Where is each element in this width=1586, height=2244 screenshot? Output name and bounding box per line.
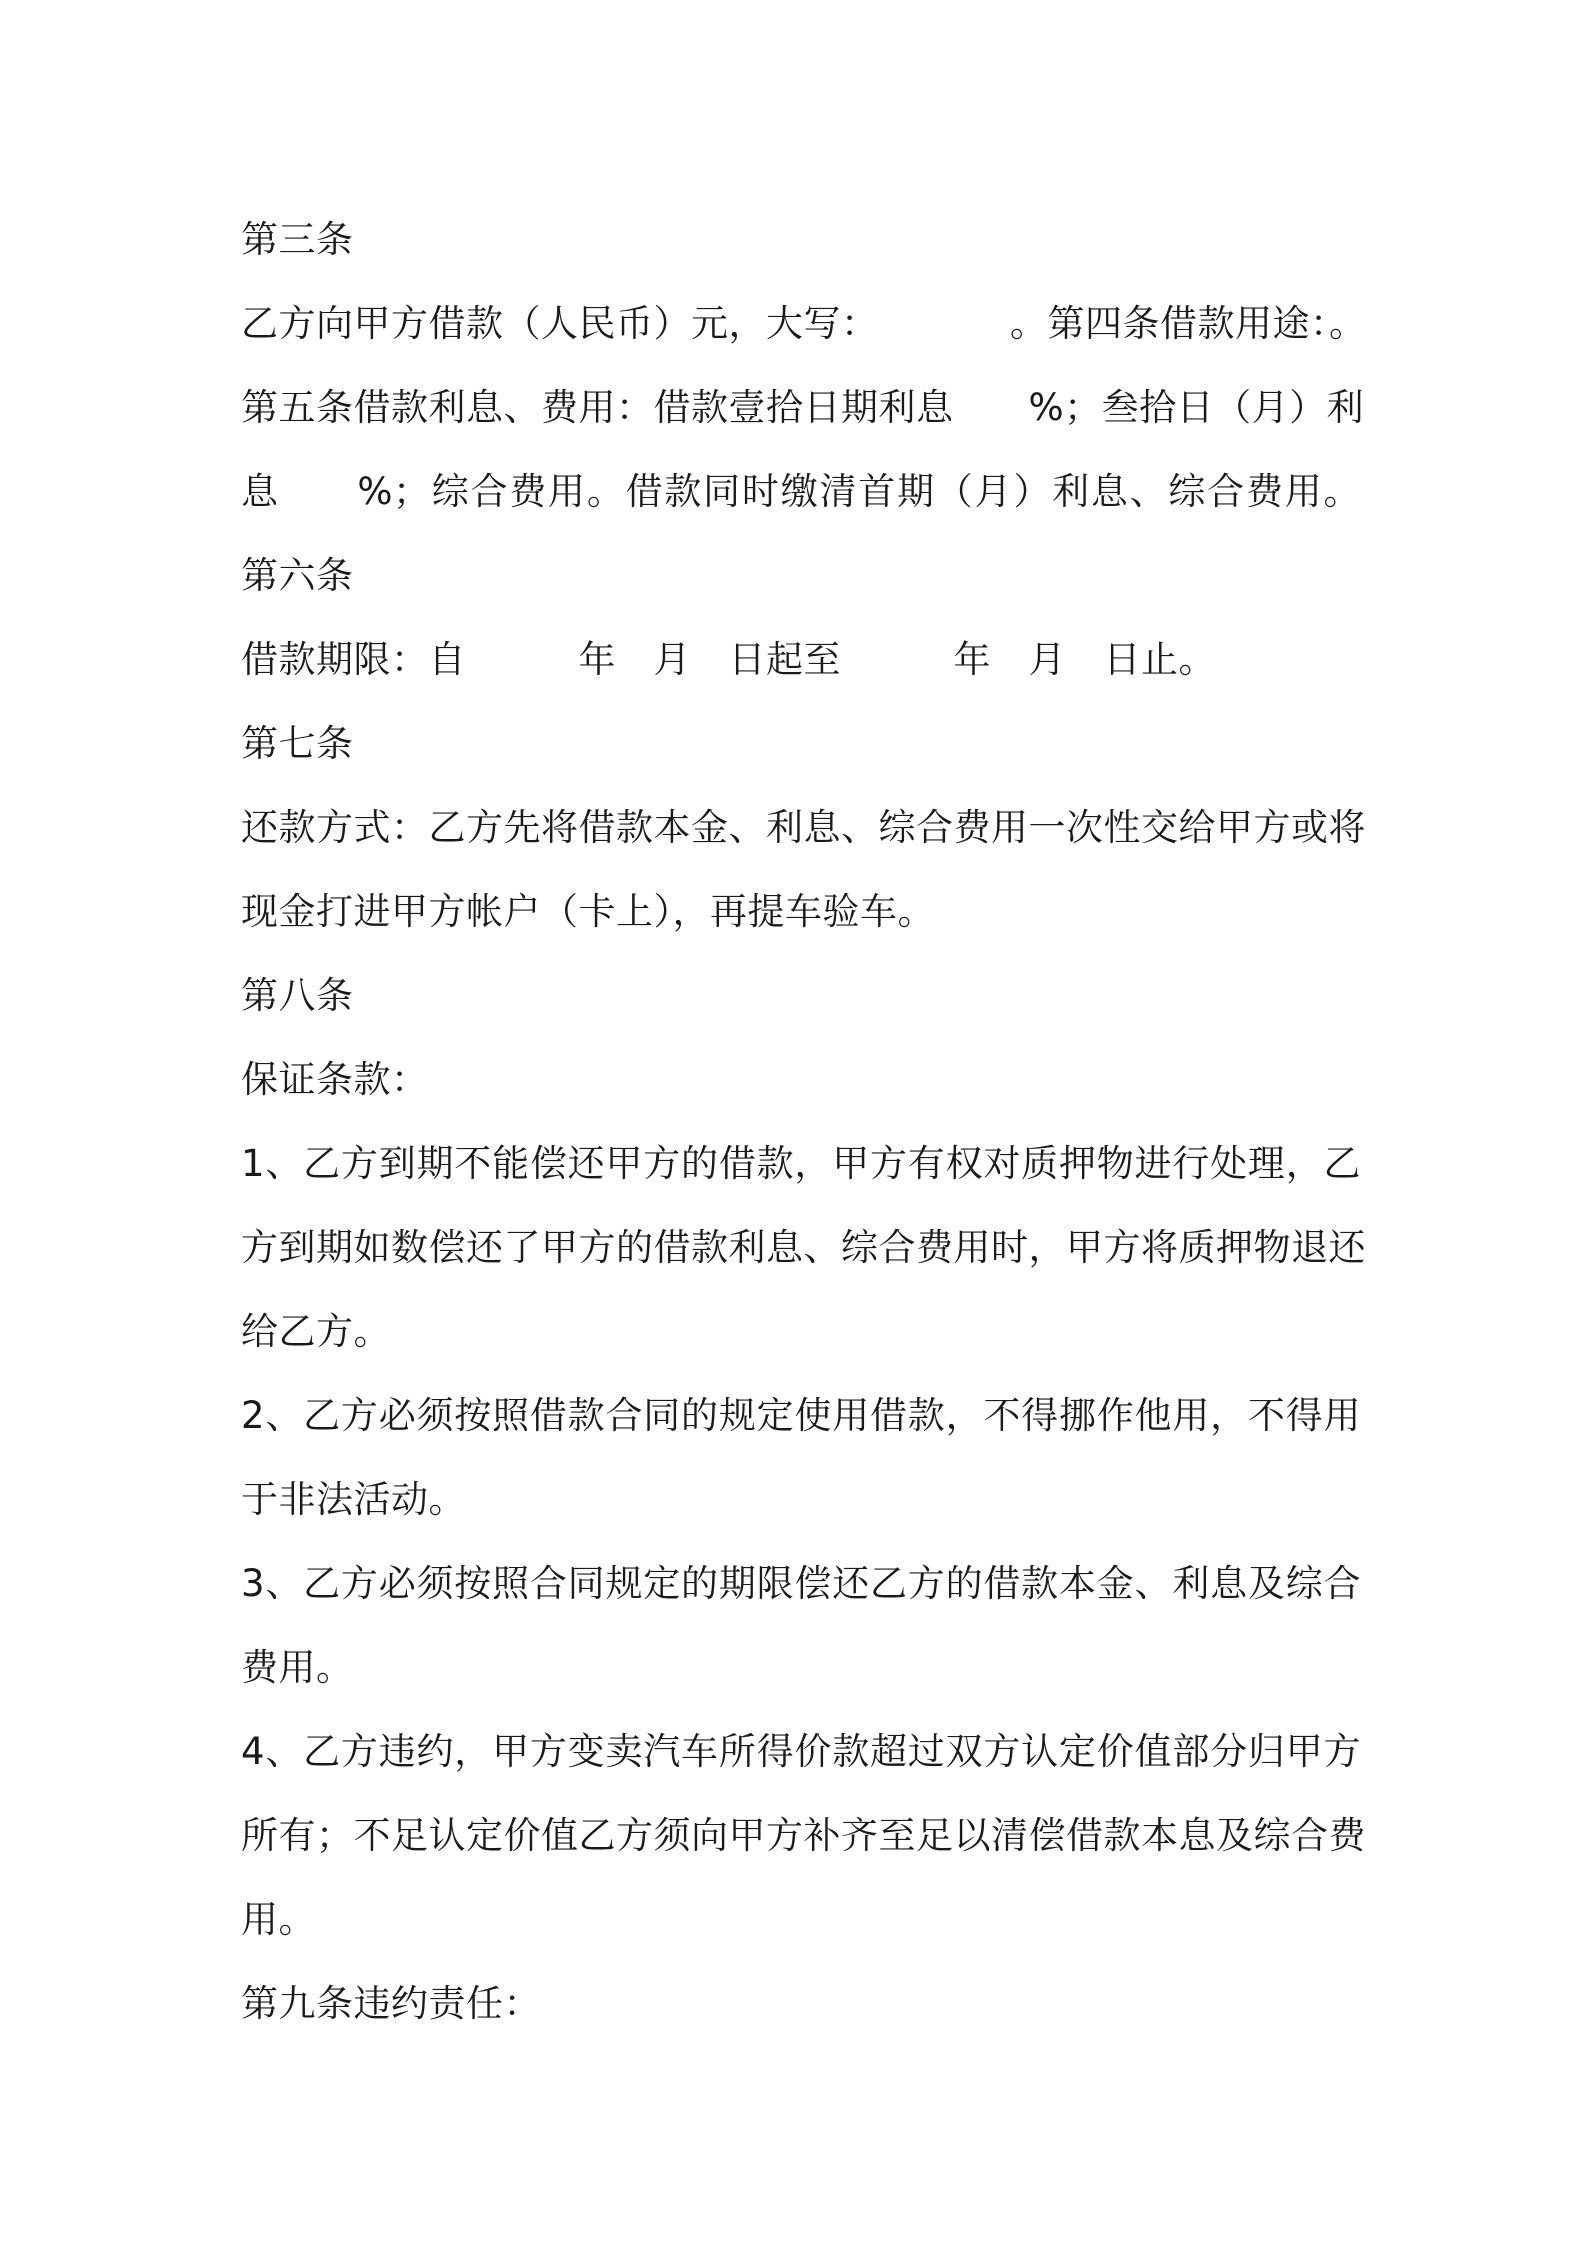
clause-3-line-1: 3、乙方必须按照合同规定的期限偿还乙方的借款本金、利息及综合	[241, 1562, 1361, 1605]
clause-1-line-2: 方到期如数偿还了甲方的借款利息、综合费用时，甲方将质押物退还	[241, 1226, 1366, 1269]
clause-2-line-2: 于非法活动。	[241, 1478, 466, 1521]
interest-line-1: 第五条借款利息、费用：借款壹拾日期利息 %；叁拾日（月）利	[241, 386, 1365, 429]
clause-2-line-1: 2、乙方必须按照借款合同的规定使用借款，不得挪作他用，不得用	[241, 1394, 1361, 1437]
article-6-heading: 第六条	[241, 554, 354, 597]
clause-1-line-3: 给乙方。	[241, 1310, 391, 1353]
loan-term-line: 借款期限：自 年 月 日起至 年 月 日止。	[241, 638, 1216, 681]
article-8-heading: 第八条	[241, 974, 354, 1017]
clause-1-line-1: 1、乙方到期不能偿还甲方的借款，甲方有权对质押物进行处理，乙	[241, 1142, 1361, 1185]
repayment-line-1: 还款方式：乙方先将借款本金、利息、综合费用一次性交给甲方或将	[241, 806, 1366, 849]
article-3-heading: 第三条	[241, 218, 354, 261]
loan-amount-line: 乙方向甲方借款（人民币）元，大写： 。第四条借款用途：。	[241, 302, 1367, 345]
clause-4-line-2: 所有；不足认定价值乙方须向甲方补齐至足以清偿借款本息及综合费	[241, 1814, 1366, 1857]
article-7-heading: 第七条	[241, 722, 354, 765]
document-body	[241, 198, 1367, 2046]
clause-4-line-1: 4、乙方违约，甲方变卖汽车所得价款超过双方认定价值部分归甲方	[241, 1730, 1361, 1773]
clause-4-line-3: 用。	[241, 1898, 316, 1941]
repayment-line-2: 现金打进甲方帐户（卡上），再提车验车。	[241, 890, 935, 933]
guarantee-heading: 保证条款：	[241, 1058, 429, 1101]
interest-line-2: 息 %；综合费用。借款同时缴清首期（月）利息、综合费用。	[241, 470, 1361, 513]
clause-3-line-2: 费用。	[241, 1646, 354, 1689]
article-9-heading: 第九条违约责任：	[241, 1982, 541, 2025]
